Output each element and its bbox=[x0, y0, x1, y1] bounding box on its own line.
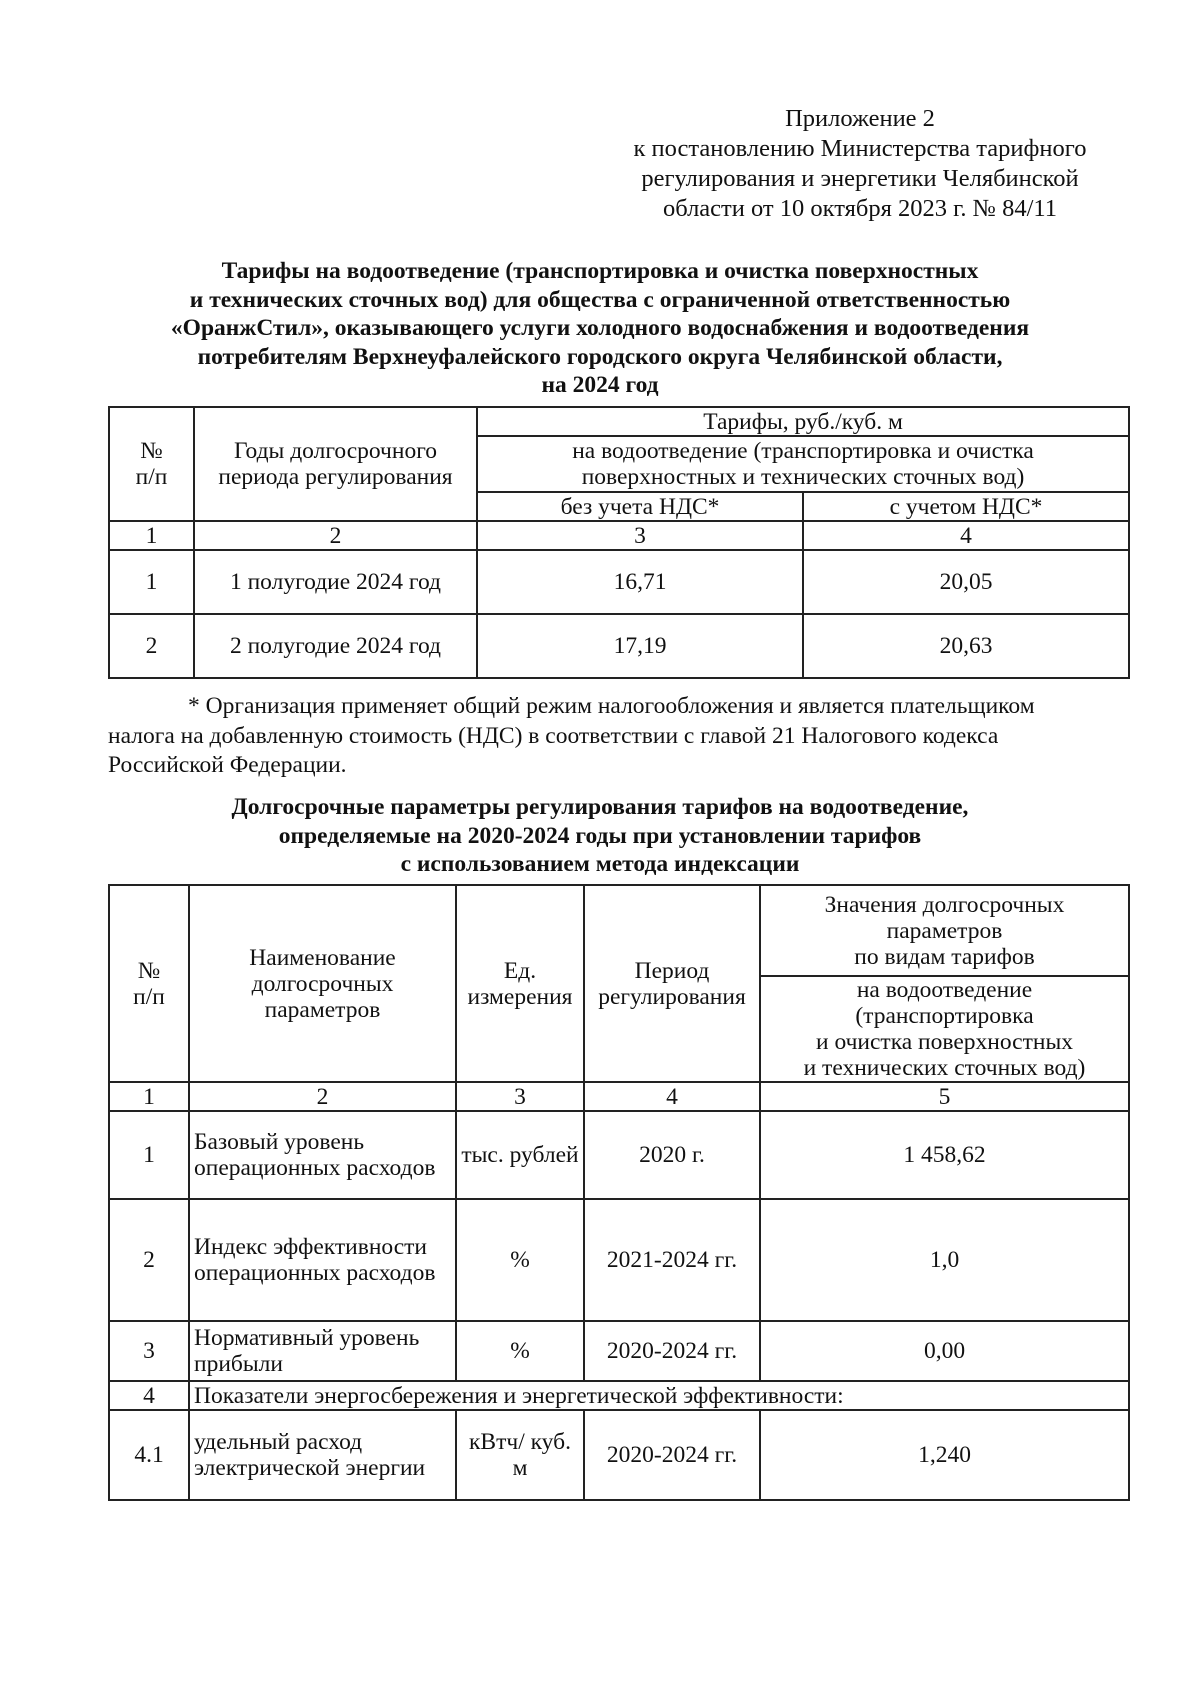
header-no-vat: без учета НДС* bbox=[477, 492, 803, 521]
title-line: с использованием метода индексации bbox=[400, 851, 800, 877]
column-index: 1 bbox=[109, 1082, 189, 1111]
row-param-name: удельный расход электрической энергии bbox=[189, 1410, 456, 1500]
row-period: 1 полугодие 2024 год bbox=[194, 550, 477, 614]
row-unit: % bbox=[456, 1199, 584, 1321]
row-period: 2020-2024 гг. bbox=[584, 1410, 760, 1500]
appendix-line: области от 10 октября 2023 г. № 84/11 bbox=[662, 195, 1058, 222]
row-unit: тыс. рублей bbox=[456, 1111, 584, 1199]
row-unit: кВтч/ куб. м bbox=[456, 1410, 584, 1500]
row-num: 4 bbox=[109, 1381, 189, 1410]
column-index: 5 bbox=[760, 1082, 1129, 1111]
row-num: 4.1 bbox=[109, 1410, 189, 1500]
row-value: 1,0 bbox=[760, 1199, 1129, 1321]
tariffs-table bbox=[108, 406, 1130, 679]
row-value: 1,240 bbox=[760, 1410, 1129, 1500]
header-period: Период регулирования bbox=[584, 885, 760, 1082]
table-row bbox=[109, 1321, 1129, 1381]
row-num: 2 bbox=[109, 1199, 189, 1321]
vat-footnote bbox=[108, 692, 1128, 781]
header-values bbox=[760, 885, 1129, 976]
header-num: № п/п bbox=[109, 885, 189, 1082]
header-service-line: на водоотведение bbox=[856, 977, 1033, 1003]
header-unit: Ед. измерения bbox=[456, 885, 584, 1082]
tariffs-title bbox=[60, 257, 1140, 400]
footnote-line: * Организация применяет общий режим налогообложения и является плательщиком bbox=[188, 693, 1035, 719]
header-tariffs: Тарифы, руб./куб. м bbox=[477, 407, 1129, 436]
row-period: 2020 г. bbox=[584, 1111, 760, 1199]
title-line: Долгосрочные параметры регулирования тарифов на водоотведение, bbox=[231, 794, 969, 820]
row-period: 2020-2024 гг. bbox=[584, 1321, 760, 1381]
row-no-vat: 16,71 bbox=[477, 550, 803, 614]
row-num: 1 bbox=[109, 550, 194, 614]
table-row bbox=[109, 550, 1129, 614]
title-line: «ОранжСтил», оказывающего услуги холодного водоснабжения и водоотведения bbox=[170, 315, 1030, 341]
appendix-header bbox=[600, 104, 1120, 224]
column-index: 4 bbox=[803, 521, 1129, 550]
header-with-vat: с учетом НДС* bbox=[803, 492, 1129, 521]
header-values-line: по видам тарифов bbox=[854, 943, 1035, 970]
row-param-name: Базовый уровень операционных расходов bbox=[189, 1111, 456, 1199]
column-index: 2 bbox=[189, 1082, 456, 1111]
header-num: № п/п bbox=[109, 407, 194, 521]
table-row bbox=[109, 1111, 1129, 1199]
row-with-vat: 20,63 bbox=[803, 614, 1129, 678]
row-with-vat: 20,05 bbox=[803, 550, 1129, 614]
parameters-title bbox=[60, 793, 1140, 879]
row-num: 3 bbox=[109, 1321, 189, 1381]
row-period: 2021-2024 гг. bbox=[584, 1199, 760, 1321]
row-value: 0,00 bbox=[760, 1321, 1129, 1381]
header-values-line: Значения долгосрочных bbox=[824, 891, 1065, 918]
column-index: 3 bbox=[477, 521, 803, 550]
row-unit: % bbox=[456, 1321, 584, 1381]
section-label: Показатели энергосбережения и энергетической эффективности: bbox=[189, 1381, 1129, 1410]
row-no-vat: 17,19 bbox=[477, 614, 803, 678]
appendix-line: Приложение 2 bbox=[785, 105, 935, 132]
appendix-line: к постановлению Министерства тарифного bbox=[633, 135, 1087, 162]
table-row bbox=[109, 1410, 1129, 1500]
appendix-line: регулирования и энергетики Челябинской bbox=[641, 165, 1079, 192]
section-row bbox=[109, 1381, 1129, 1410]
header-service-line: и технических сточных вод) bbox=[803, 1055, 1086, 1081]
title-line: определяемые на 2020-2024 годы при установлении тарифов bbox=[278, 822, 922, 849]
row-param-name: Нормативный уровень прибыли bbox=[189, 1321, 456, 1381]
column-index: 2 bbox=[194, 521, 477, 550]
row-num: 1 bbox=[109, 1111, 189, 1199]
row-num: 2 bbox=[109, 614, 194, 678]
header-service bbox=[760, 976, 1129, 1082]
header-name: Наименование долгосрочных параметров bbox=[189, 885, 456, 1082]
title-line: Тарифы на водоотведение (транспортировка и очистка поверхностных bbox=[221, 258, 979, 284]
header-values-line: параметров bbox=[886, 917, 1003, 944]
header-service-line: (транспортировка bbox=[855, 1003, 1034, 1029]
title-line: и технических сточных вод) для общества с ограниченной ответственностью bbox=[189, 286, 1011, 313]
row-period: 2 полугодие 2024 год bbox=[194, 614, 477, 678]
header-service-line: и очистка поверхностных bbox=[816, 1029, 1073, 1055]
header-service: на водоотведение (транспортировка и очистка поверхностных и технических сточных вод) bbox=[477, 436, 1129, 492]
column-index: 4 bbox=[584, 1082, 760, 1111]
footnote-line: Российской Федерации. bbox=[108, 752, 347, 778]
column-index: 1 bbox=[109, 521, 194, 550]
parameters-table bbox=[108, 884, 1130, 1501]
header-years: Годы долгосрочного периода регулирования bbox=[194, 407, 477, 521]
title-line: потребителям Верхнеуфалейского городского округа Челябинской области, bbox=[197, 343, 1003, 370]
footnote-line: налога на добавленную стоимость (НДС) в соответствии с главой 21 Налогового кодекса bbox=[108, 722, 999, 749]
row-param-name: Индекс эффективности операционных расходов bbox=[189, 1199, 456, 1321]
title-line: на 2024 год bbox=[541, 372, 659, 398]
table-row bbox=[109, 614, 1129, 678]
column-index: 3 bbox=[456, 1082, 584, 1111]
table-row bbox=[109, 1199, 1129, 1321]
row-value: 1 458,62 bbox=[760, 1111, 1129, 1199]
